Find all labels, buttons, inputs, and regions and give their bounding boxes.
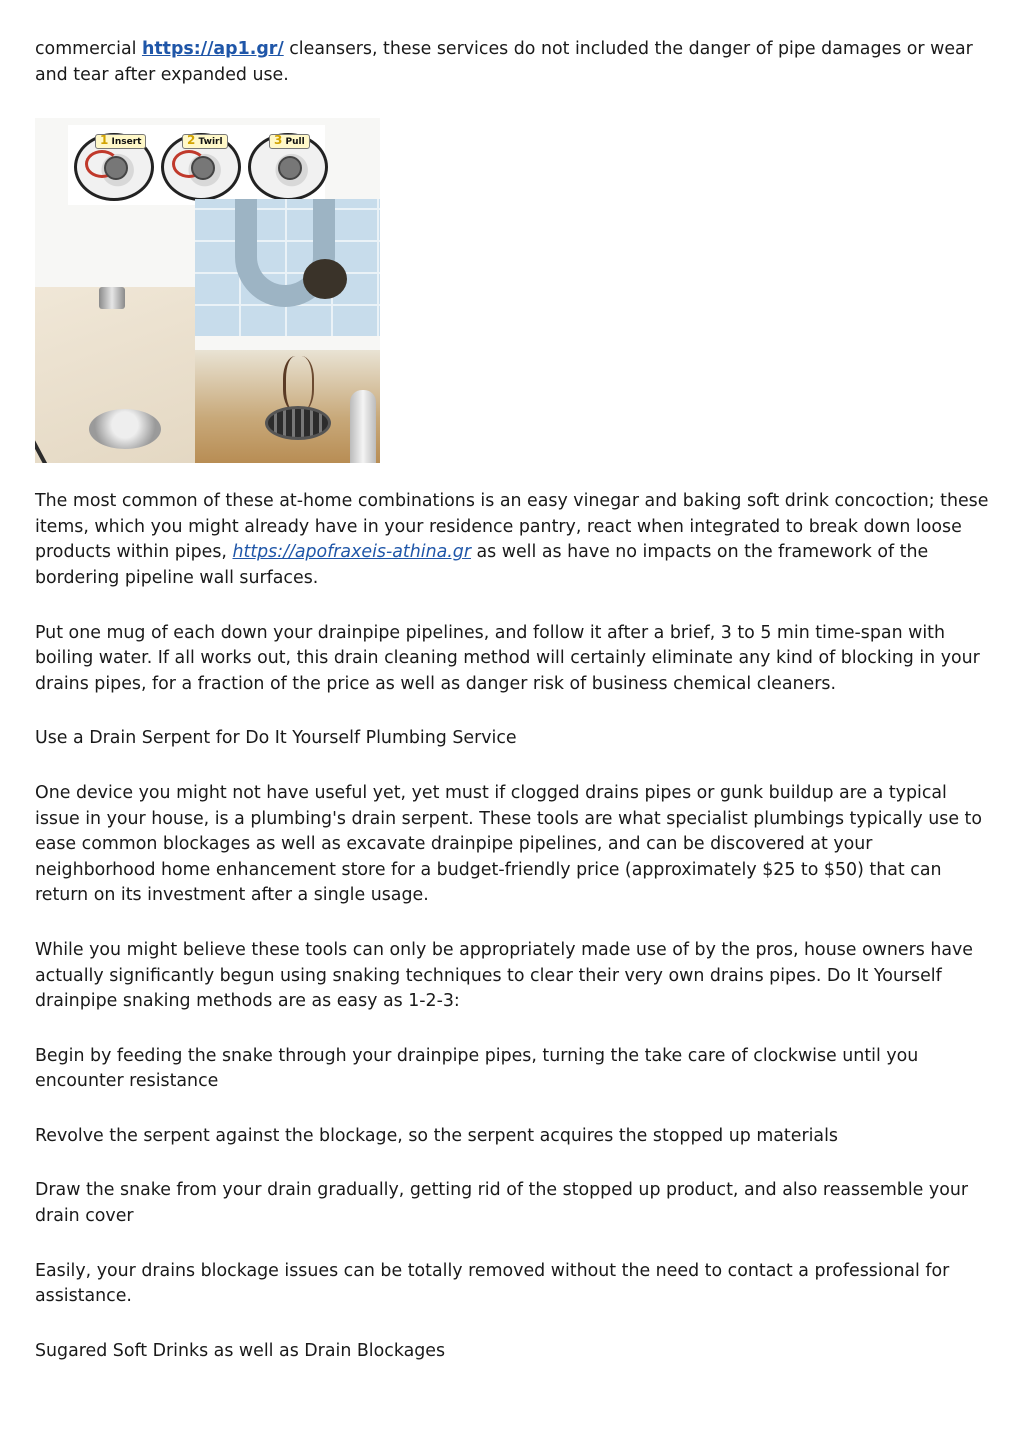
sink-stopper [89,409,161,449]
step-insert-illustration [74,133,154,201]
boiling-water-paragraph: Put one mug of each down your drainpipe pipelines, and follow it after a brief, 3 to 5 min time-span with boiling water. If all works out, this drain cleaning method will certainly eliminate any kind of blocking in your drains pipes, for a fraction of the price as well as danger risk of business chemical cleaners. [35,622,980,694]
para2-text-after: as well as have no impacts on the framework of the bordering pipeline wall surfaces. [35,542,929,588]
step-two-paragraph: Revolve the serpent against the blockage, so the serpent acquires the stopped up materials [35,1125,838,1146]
document-page [35,37,990,1364]
drain-icon [104,156,128,180]
step-label: 1 Insert [95,134,146,149]
step-one-paragraph: Begin by feeding the snake through your drainpipe pipes, turning the take care of clockwise until you encounter resistance [35,1045,919,1092]
clog-blob [303,259,347,299]
tub-drain-photo [195,350,380,463]
apofraxeis-link[interactable]: https://apofraxeis-athina.gr [232,542,471,563]
sink-stopper-photo [35,287,195,463]
drain-icon [278,156,302,180]
sugared-soft-drinks-heading: Sugared Soft Drinks as well as Drain Blockages [35,1340,446,1361]
para2-text-before: The most common of these at-home combinations is an easy vinegar and baking soft drink concoction; these items, which you might already have in your residence pantry, react when integrated to break down loose products within pipes, [35,491,989,563]
snaking-techniques-paragraph: While you might believe these tools can only be appropriately made use of by the pros, house owners have actually significantly begun using snaking techniques to clear their very own drains pipes. Do It Yourself drainpipe snaking methods are as easy as 1-2-3: [35,939,973,1012]
drain-serpent-heading: Use a Drain Serpent for Do It Yourself Plumbing Service [35,728,517,749]
p-trap-pipe-photo [195,199,380,336]
pulled-hair-clog [283,356,314,412]
step-label: 2 Twirl [182,134,228,149]
drain-serpent-paragraph: One device you might not have useful yet, yet must if clogged drains pipes or gunk buildup are a typical issue in your house, is a plumbing's drain serpent. These tools are what specialist plumbings typically use to ease common blockages as well as excavate drainpipe pipelines, and can be discovered at your neighborhood home enhancement store for a budget-friendly price (approximately $25 to $50) that can return on its investment after a single usage. [35,782,982,906]
drain-icon [191,156,215,180]
intro-paragraph [35,37,990,88]
step-label: 3 Pull [269,134,310,149]
step-pull-illustration [248,133,328,201]
overflow-pipe [350,390,376,463]
step-three-paragraph: Draw the snake from your drain gradually, getting rid of the stopped up product, and also reassemble your drain cover [35,1180,969,1227]
intro-text-before: commercial [35,39,142,59]
drain-grate [265,406,331,440]
steps-banner [68,125,325,205]
step-twirl-illustration [161,133,241,201]
intro-text-after: cleansers, these services do not included the danger of pipe damages or wear and tear after expanded use. [35,39,973,85]
conclusion-paragraph: Easily, your drains blockage issues can be totally removed without the need to contact a professional for assistance. [35,1260,950,1307]
vinegar-baking-soda-paragraph [35,489,990,591]
ap1-link[interactable]: https://ap1.gr/ [141,39,284,59]
drain-snake-collage-image [35,118,380,463]
